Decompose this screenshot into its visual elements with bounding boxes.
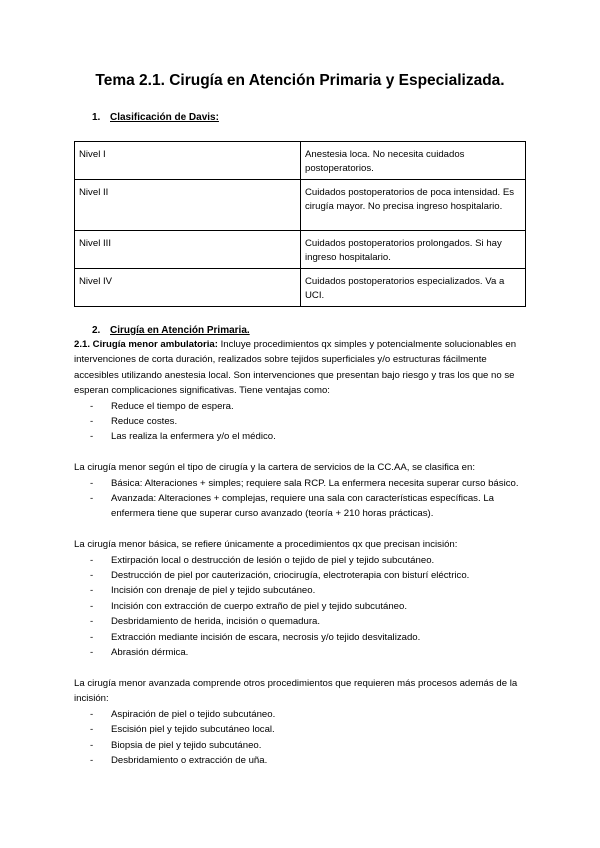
dash-bullet-icon: - bbox=[90, 570, 94, 582]
dash-bullet-icon: - bbox=[90, 585, 94, 597]
list-item bbox=[74, 491, 530, 522]
dash-bullet-icon: - bbox=[90, 493, 94, 505]
basic-surgery-list bbox=[74, 553, 530, 661]
list-item bbox=[74, 583, 530, 598]
list-item bbox=[74, 753, 530, 768]
table-row bbox=[75, 180, 526, 231]
classification-list bbox=[74, 476, 530, 522]
davis-classification-table bbox=[74, 141, 526, 307]
section-2-heading bbox=[92, 325, 250, 336]
list-item bbox=[74, 414, 530, 429]
section-1-title: Clasificación de Davis: bbox=[110, 112, 219, 123]
dash-bullet-icon: - bbox=[90, 631, 94, 643]
dash-bullet-icon: - bbox=[90, 416, 94, 428]
list-item-text: Incisión con extracción de cuerpo extraño de piel y tejido subcutáneo. bbox=[111, 600, 407, 612]
dash-bullet-icon: - bbox=[90, 431, 94, 443]
table-row bbox=[75, 269, 526, 307]
list-item-text: Biopsia de piel y tejido subcutáneo. bbox=[111, 739, 262, 751]
table-row bbox=[75, 142, 526, 180]
subsection-2-1-text: Incluye procedimientos qx simples y potencialmente solucionables en intervenciones de corta duración, realizados sobre tejidos superficiales y/o estructuras fácilmente accesibles utilizando anestesia local. Son intervenciones que presentan bajo riesgo y tras los que no se esperan complicaciones significativas. Tiene ventajas como: bbox=[74, 339, 517, 397]
list-item bbox=[74, 707, 530, 722]
dash-bullet-icon: - bbox=[90, 554, 94, 566]
list-item-text: Las realiza la enfermera y/o el médico. bbox=[111, 431, 276, 443]
section-1-number: 1. bbox=[92, 112, 101, 123]
list-item-text: Reduce el tiempo de espera. bbox=[111, 400, 234, 412]
dash-bullet-icon: - bbox=[90, 724, 94, 736]
dash-bullet-icon: - bbox=[90, 708, 94, 720]
list-item-text: Reduce costes. bbox=[111, 416, 178, 428]
basic-surgery-intro: La cirugía menor básica, se refiere únicamente a procedimientos qx que precisan incisión: bbox=[74, 539, 458, 551]
subsection-2-1-paragraph bbox=[74, 337, 530, 399]
list-item bbox=[74, 476, 530, 491]
list-item bbox=[74, 630, 530, 645]
list-item bbox=[74, 738, 530, 753]
list-item bbox=[74, 553, 530, 568]
advanced-surgery-list bbox=[74, 707, 530, 769]
list-item-text: Avanzada: Alteraciones + complejas, requiere una sala con características específicas. La enfermera tiene que superar curso avanzado (teoría + 210 horas prácticas). bbox=[111, 493, 494, 520]
table-cell-level: Nivel II bbox=[75, 180, 301, 231]
subsection-2-1-lead: 2.1. Cirugía menor ambulatoria: bbox=[74, 339, 218, 350]
list-item-text: Destrucción de piel por cauterización, criocirugía, electroterapia con bisturí eléctrico. bbox=[111, 570, 470, 582]
table-cell-description: Cuidados postoperatorios prolongados. Si hay ingreso hospitalario. bbox=[301, 231, 526, 269]
table-cell-description: Cuidados postoperatorios especializados. Va a UCI. bbox=[301, 269, 526, 307]
list-item-text: Extracción mediante incisión de escara, necrosis y/o tejido desvitalizado. bbox=[111, 631, 421, 643]
list-item bbox=[74, 614, 530, 629]
advanced-surgery-intro: La cirugía menor avanzada comprende otros procedimientos que requieren más procesos además de la incisión: bbox=[74, 677, 518, 705]
dash-bullet-icon: - bbox=[90, 647, 94, 659]
list-item-text: Aspiración de piel o tejido subcutáneo. bbox=[111, 708, 276, 720]
list-item-text: Abrasión dérmica. bbox=[111, 647, 189, 659]
dash-bullet-icon: - bbox=[90, 600, 94, 612]
list-item-text: Incisión con drenaje de piel y tejido subcutáneo. bbox=[111, 585, 316, 597]
list-item bbox=[74, 399, 530, 414]
dash-bullet-icon: - bbox=[90, 400, 94, 412]
document-body bbox=[74, 337, 530, 768]
list-item-text: Desbridamiento o extracción de uña. bbox=[111, 754, 268, 766]
list-item-text: Escisión piel y tejido subcutáneo local. bbox=[111, 724, 275, 736]
dash-bullet-icon: - bbox=[90, 477, 94, 489]
dash-bullet-icon: - bbox=[90, 754, 94, 766]
list-item bbox=[74, 568, 530, 583]
table-cell-description: Anestesia loca. No necesita cuidados postoperatorios. bbox=[301, 142, 526, 180]
table-cell-level: Nivel I bbox=[75, 142, 301, 180]
list-item bbox=[74, 599, 530, 614]
dash-bullet-icon: - bbox=[90, 739, 94, 751]
list-item bbox=[74, 722, 530, 737]
page-title: Tema 2.1. Cirugía en Atención Primaria y Especializada. bbox=[95, 72, 505, 89]
table-cell-level: Nivel III bbox=[75, 231, 301, 269]
list-item bbox=[74, 429, 530, 444]
list-item bbox=[74, 645, 530, 660]
table-row bbox=[75, 231, 526, 269]
table-cell-level: Nivel IV bbox=[75, 269, 301, 307]
advantages-list bbox=[74, 399, 530, 445]
section-2-title: Cirugía en Atención Primaria. bbox=[110, 325, 250, 336]
classification-intro: La cirugía menor según el tipo de cirugía y la cartera de servicios de la CC.AA, se clasifica en: bbox=[74, 462, 476, 474]
table-cell-description: Cuidados postoperatorios de poca intensidad. Es cirugía mayor. No precisa ingreso hospitalario. bbox=[301, 180, 526, 231]
list-item-text: Desbridamiento de herida, incisión o quemadura. bbox=[111, 616, 321, 628]
section-1-heading bbox=[92, 112, 219, 123]
section-2-number: 2. bbox=[92, 325, 101, 336]
list-item-text: Básica: Alteraciones + simples; requiere sala RCP. La enfermera necesita superar curso básico. bbox=[111, 477, 519, 489]
dash-bullet-icon: - bbox=[90, 616, 94, 628]
list-item-text: Extirpación local o destrucción de lesión o tejido de piel y tejido subcutáneo. bbox=[111, 554, 435, 566]
